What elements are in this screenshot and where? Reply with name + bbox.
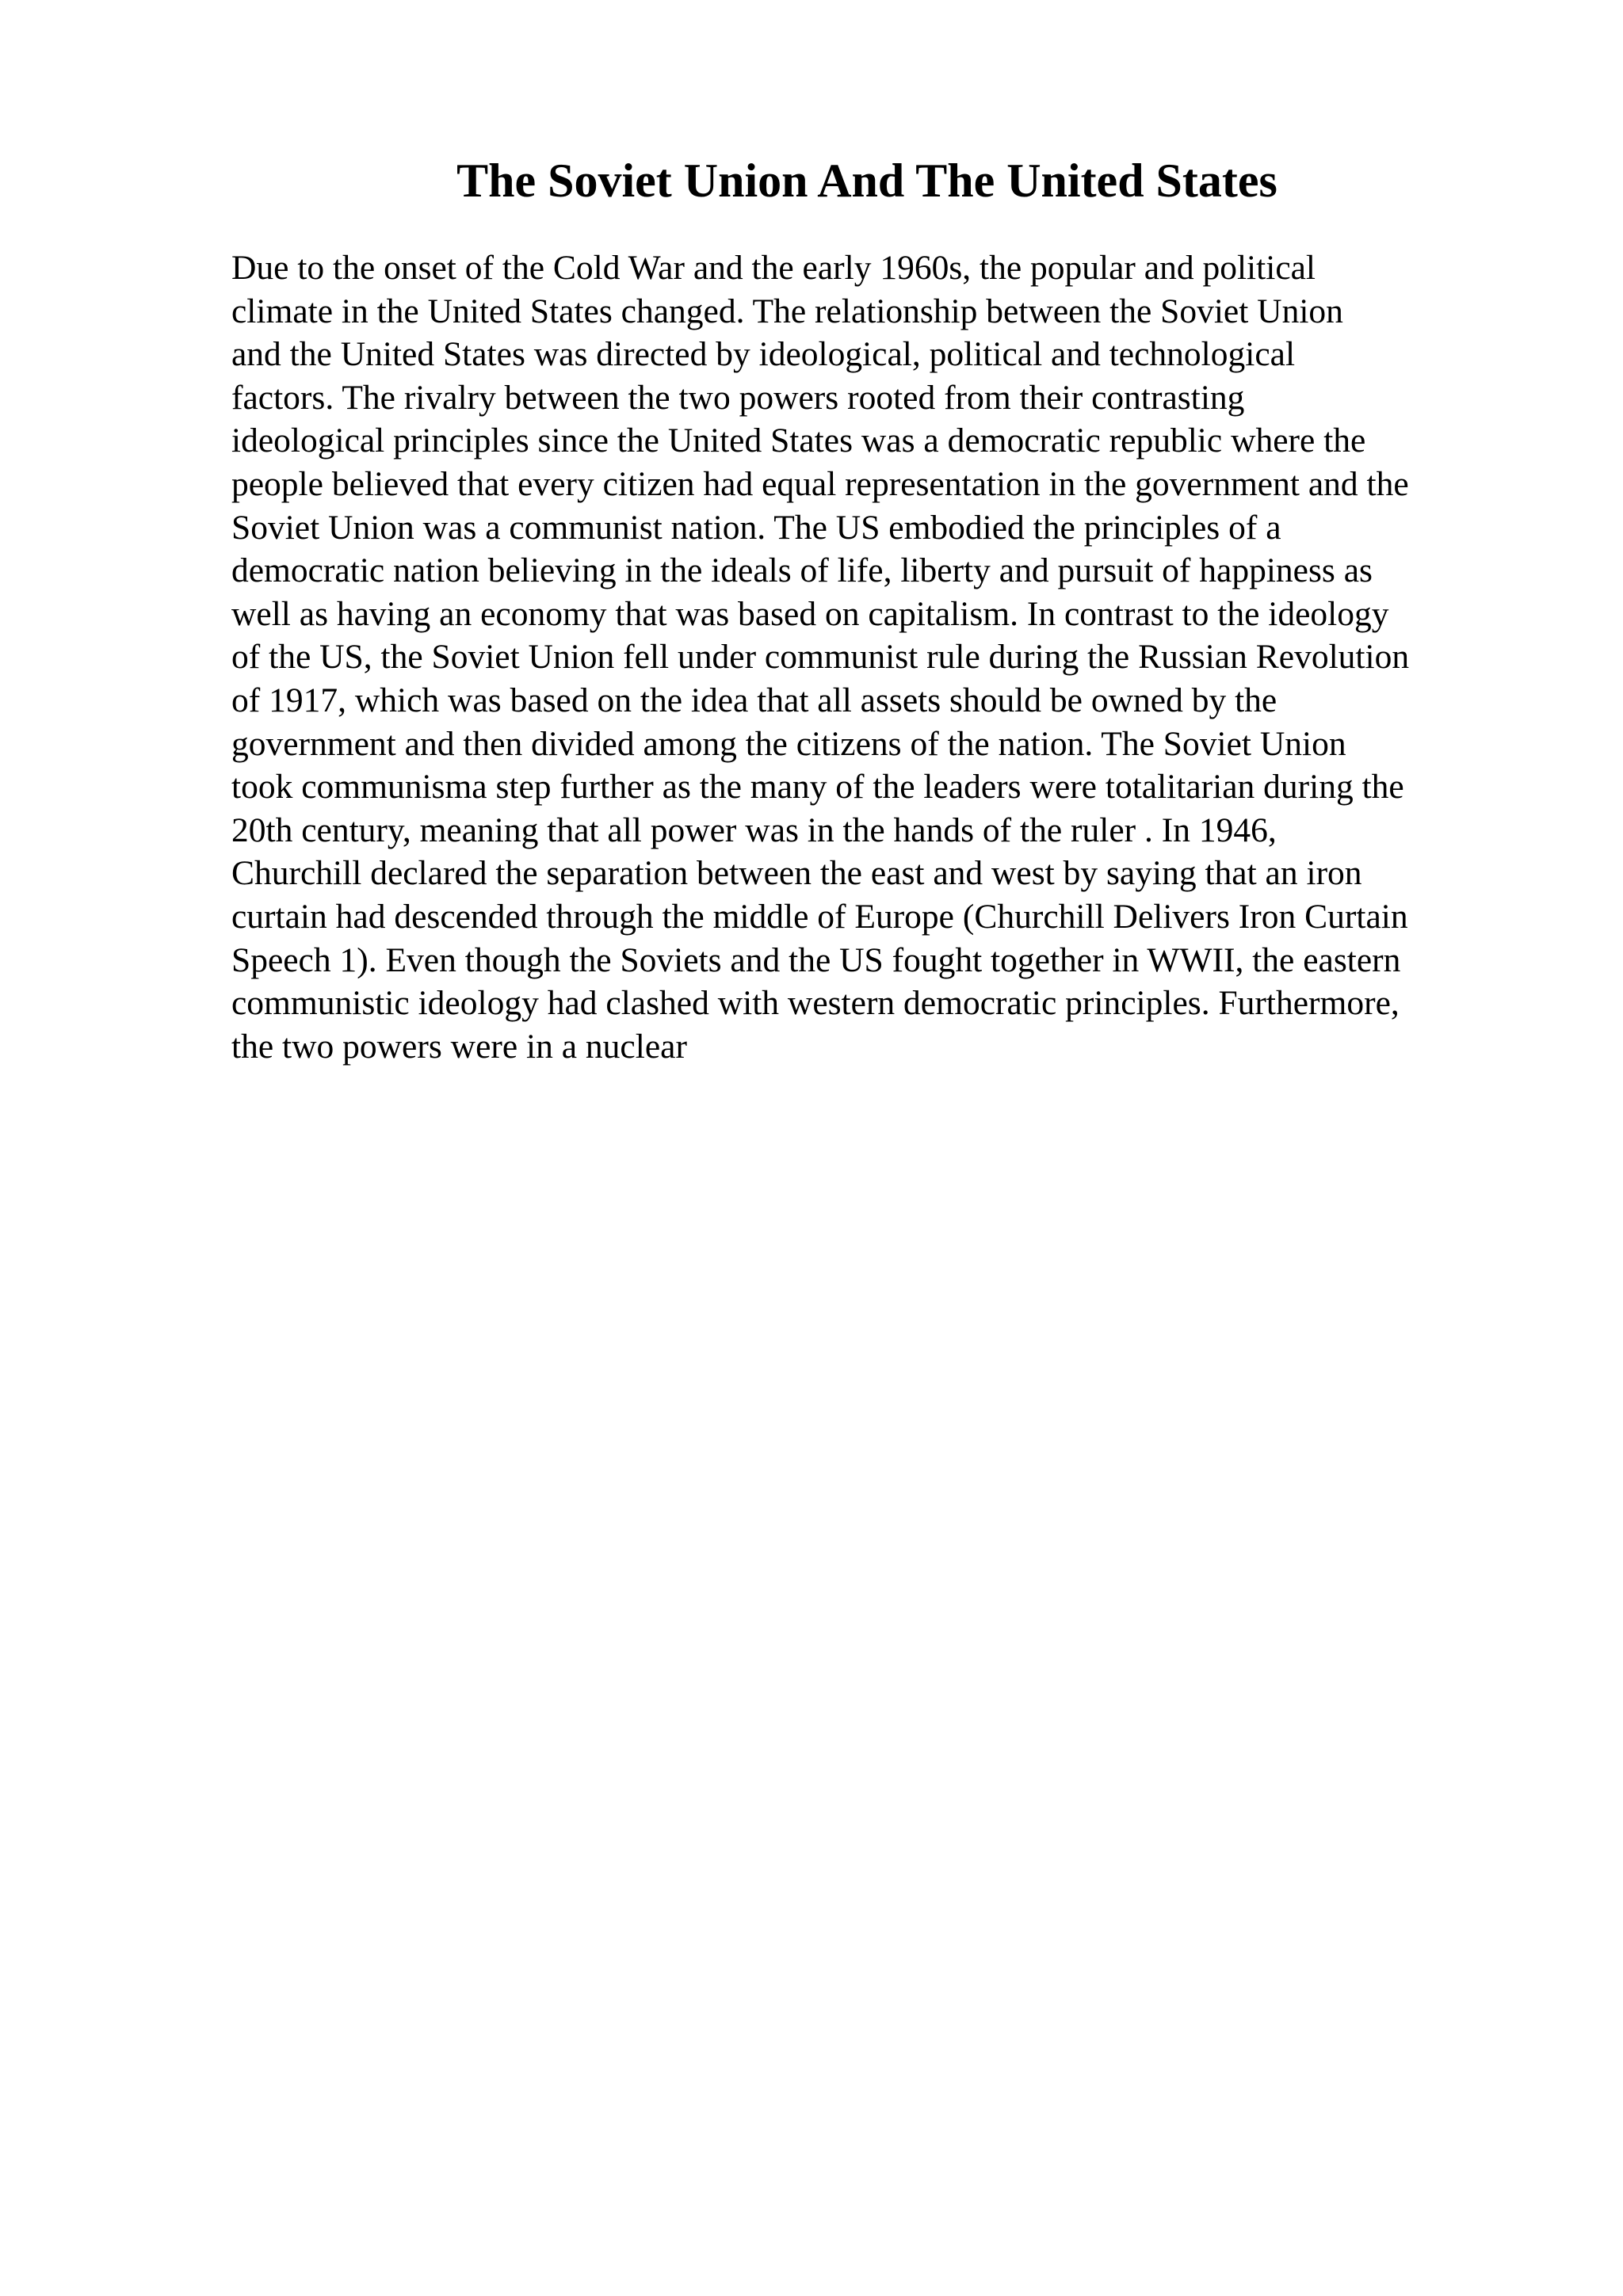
paragraph-line: 20th century, meaning that all power was in the hands of the ruler . In 1946, — [231, 810, 1277, 849]
paragraph-line: communistic ideology had clashed with western democratic principles. Furthermore, — [231, 984, 1400, 1023]
paragraph-line: well as having an economy that was based on capitalism. In contrast to the ideology — [231, 594, 1389, 633]
paragraph-line: and the United States was directed by ideological, political and technological — [231, 335, 1296, 374]
paragraph-line: ideological principles since the United States was a democratic republic where the — [231, 421, 1366, 460]
paragraph-line: took communisma step further as the many of the leaders were totalitarian during the — [231, 768, 1404, 807]
paragraph-line: people believed that every citizen had equal representation in the government and the — [231, 464, 1409, 503]
paragraph-line: Soviet Union was a communist nation. The US embodied the principles of a — [231, 508, 1281, 547]
document-title: The Soviet Union And The United States — [456, 154, 1277, 207]
paragraph-line: climate in the United States changed. The relationship between the Soviet Union — [231, 292, 1343, 330]
paragraph-line: curtain had descended through the middle of Europe (Churchill Delivers Iron Curtain — [231, 897, 1408, 936]
paragraph-line: democratic nation believing in the ideals of life, liberty and pursuit of happiness as — [231, 551, 1373, 590]
body-paragraph — [231, 246, 1515, 1068]
paragraph-line: of 1917, which was based on the idea that all assets should be owned by the — [231, 681, 1277, 719]
paragraph-line: the two powers were in a nuclear — [231, 1027, 687, 1066]
paragraph-line: factors. The rivalry between the two powers rooted from their contrasting — [231, 378, 1245, 417]
paragraph-line: Churchill declared the separation between the east and west by saying that an iron — [231, 854, 1362, 893]
paragraph-line: government and then divided among the citizens of the nation. The Soviet Union — [231, 724, 1346, 763]
paragraph-line: Due to the onset of the Cold War and the early 1960s, the popular and political — [231, 249, 1316, 287]
paragraph-line: of the US, the Soviet Union fell under communist rule during the Russian Revolution — [231, 638, 1410, 677]
paragraph-line: Speech 1). Even though the Soviets and the US fought together in WWII, the eastern — [231, 940, 1401, 979]
